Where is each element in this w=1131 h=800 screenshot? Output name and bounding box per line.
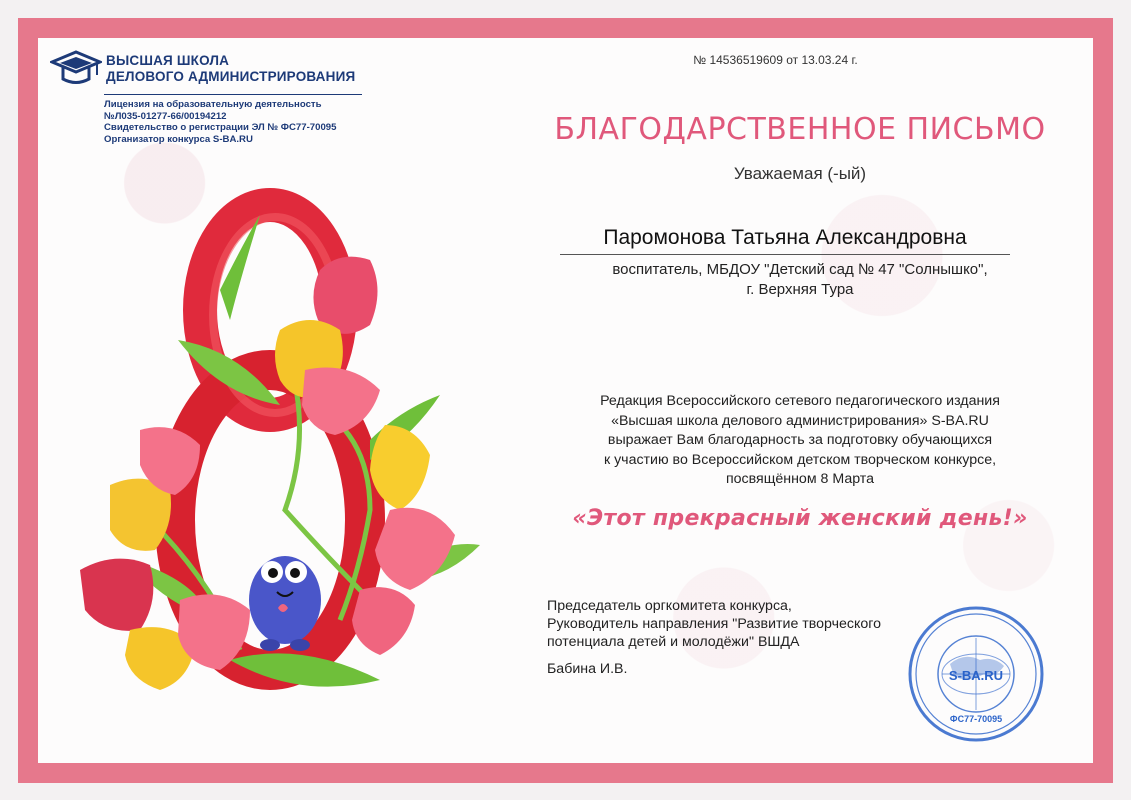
recipient-name: Паромонова Татьяна Александровна (560, 226, 1010, 255)
body-line2: «Высшая школа делового администрирования» S-BA.RU (611, 412, 989, 429)
signature-line2: Руководитель направления "Развитие творческого (547, 616, 882, 632)
registration-text: Свидетельство о регистрации ЭЛ № ФС77-70095 (104, 122, 337, 133)
body-line3: выражает Вам благодарность за подготовку обучающихся (607, 432, 993, 448)
stamp-center-text: S-BA.RU (948, 668, 1004, 683)
org-name-line1: ВЫСШАЯ ШКОЛА (106, 53, 230, 68)
letter-body (520, 392, 1080, 490)
recipient-position-line1: воспитатель, МБДОУ "Детский сад № 47 "Солнышко", (612, 261, 988, 278)
body-line1: Редакция Всероссийского сетевого педагогического издания (600, 393, 1000, 409)
license-line1: Лицензия на образовательную деятельность (104, 99, 322, 110)
org-name-line2: ДЕЛОВОГО АДМИНИСТРИРОВАНИЯ (106, 69, 356, 84)
march-8-illustration (70, 180, 490, 720)
greeting: Уважаемая (-ый) (733, 164, 867, 183)
organizer-text: Организатор конкурса S-BA.RU (104, 133, 253, 145)
official-stamp (906, 604, 1046, 744)
signer-name: Бабина И.В. (547, 661, 628, 677)
signature-block (547, 597, 947, 651)
recipient-position (520, 260, 1080, 300)
recipient-position-line2: г. Верхняя Тура (746, 281, 854, 298)
stamp-bottom-text: ФС77-70095 (949, 714, 1003, 724)
logo-divider (104, 94, 362, 95)
body-line4: к участию во Всероссийском детском творческом конкурсе, (603, 451, 997, 468)
body-line5: посвящённом 8 Марта (725, 471, 875, 487)
signature-line3: потенциала детей и молодёжи" ВШДА (547, 634, 800, 650)
contest-name: «Этот прекрасный женский день!» (572, 506, 1028, 531)
document-number: № 14536519609 от 13.03.24 г. (693, 53, 858, 67)
page-title: БЛАГОДАРСТВЕННОЕ ПИСЬМО (554, 112, 1046, 147)
signature-line1: Председатель оргкомитета конкурса, (547, 598, 792, 614)
license-line2: №Л035-01277-66/00194212 (104, 110, 227, 122)
